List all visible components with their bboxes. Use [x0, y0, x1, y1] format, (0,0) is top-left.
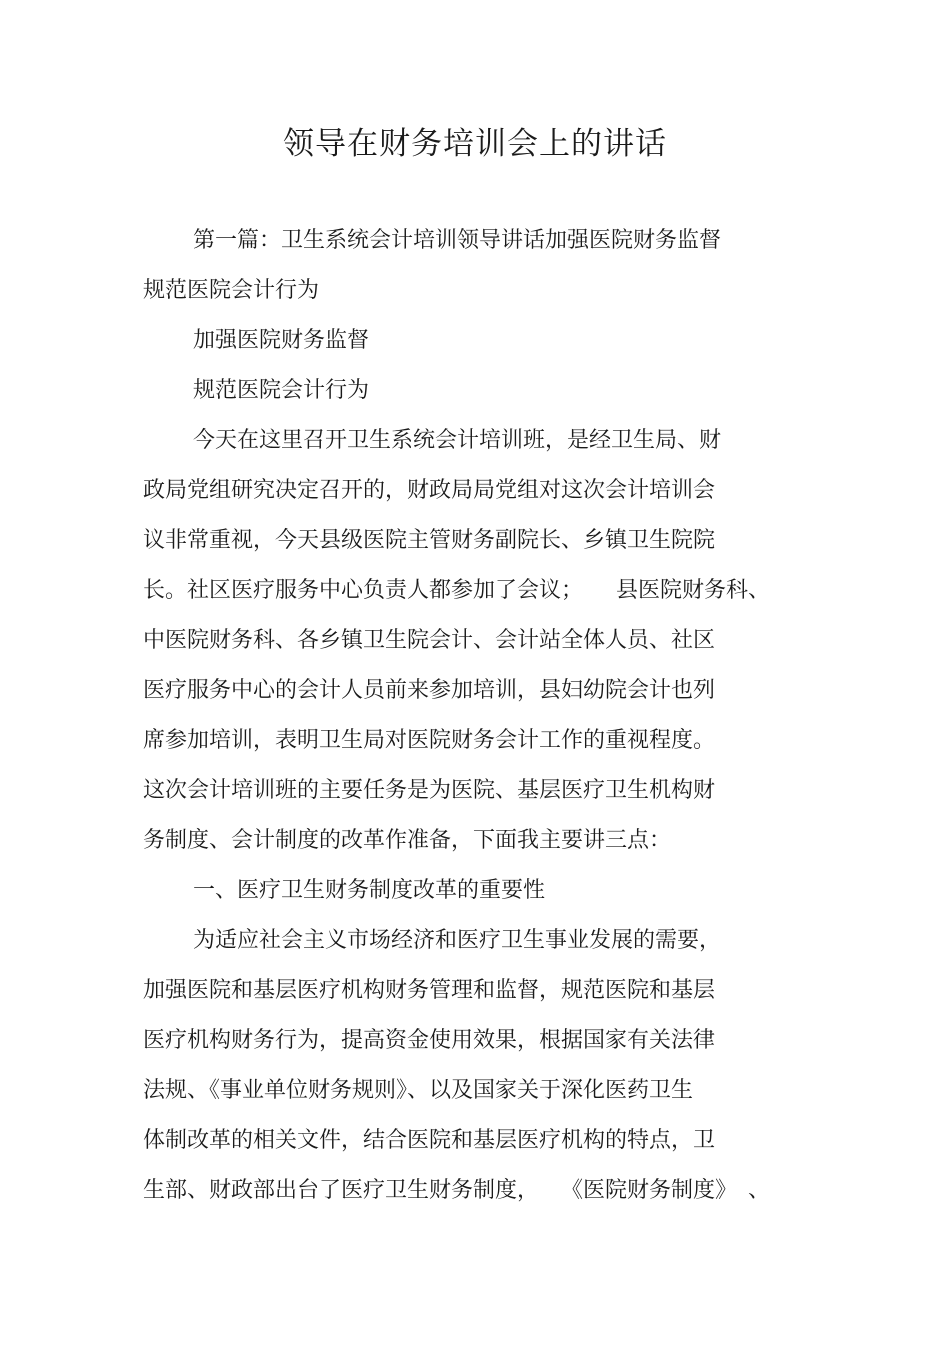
subtitle-line: 加强医院财务监督	[193, 328, 370, 353]
paragraph-line: 这次会计培训班的主要任务是为医院、基层医疗卫生机构财	[143, 778, 716, 803]
paragraph-line: 政局党组研究决定召开的，财政局局党组对这次会计培训会	[143, 478, 716, 503]
paragraph-line: 议非常重视，今天县级医院主管财务副院长、乡镇卫生院院	[143, 528, 716, 553]
paragraph-line: 加强医院和基层医疗机构财务管理和监督，规范医院和基层	[143, 978, 716, 1003]
section-heading-one: 一、医疗卫生财务制度改革的重要性	[193, 878, 546, 903]
paragraph-line: 医疗服务中心的会计人员前来参加培训，县妇幼院会计也列	[143, 678, 716, 703]
paragraph-line: 医疗机构财务行为，提高资金使用效果，根据国家有关法律	[143, 1028, 716, 1053]
subtitle-line: 规范医院会计行为	[193, 378, 370, 403]
document-title: 领导在财务培训会上的讲话	[283, 126, 667, 162]
paragraph-line: 为适应社会主义市场经济和医疗卫生事业发展的需要，	[193, 928, 722, 953]
paragraph-line: 体制改革的相关文件，结合医院和基层医疗机构的特点，卫	[143, 1128, 716, 1153]
paragraph-line: 法规、《事业单位财务规则》、以及国家关于深化医药卫生	[143, 1078, 694, 1103]
paragraph-line: 长。社区医疗服务中心负责人都参加了会议； 县医院财务科、	[143, 578, 771, 603]
paragraph-line: 席参加培训，表明卫生局对医院财务会计工作的重视程度。	[143, 728, 716, 753]
section-heading-line: 规范医院会计行为	[143, 278, 320, 303]
paragraph-line: 务制度、会计制度的改革作准备，下面我主要讲三点：	[143, 828, 672, 853]
paragraph-line: 生部、财政部出台了医疗卫生财务制度， 《医院财务制度》 、	[143, 1178, 771, 1203]
paragraph-line: 今天在这里召开卫生系统会计培训班，是经卫生局、财	[193, 428, 722, 453]
section-heading-line: 第一篇：卫生系统会计培训领导讲话加强医院财务监督	[193, 228, 722, 253]
paragraph-line: 中医院财务科、各乡镇卫生院会计、会计站全体人员、社区	[143, 628, 716, 653]
